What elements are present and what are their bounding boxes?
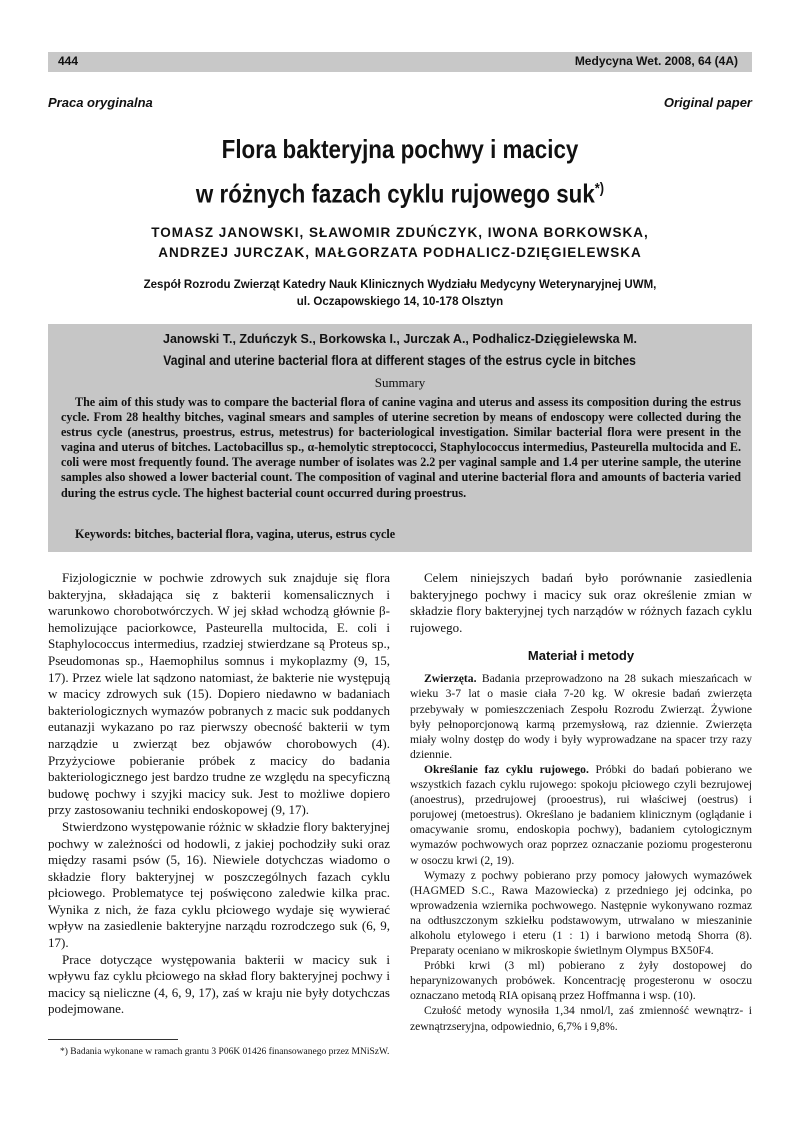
footnote: *) Badania wykonane w ramach grantu 3 P06K 01426 finansowanego przez MNiSzW. bbox=[60, 1047, 390, 1057]
summary-title-text: Vaginal and uterine bacterial flora at different stages of the estrus cycle in bitches bbox=[163, 353, 637, 368]
aim-paragraph: Celem niniejszych badań było porównanie zasiedlenia bakteryjnego pochwy i macicy suk oraz określenie zmian w składzie flory bakteryjnej tych narządów w różnych fazach cyklu rujowego. bbox=[410, 570, 752, 635]
english-summary-box bbox=[48, 324, 752, 552]
left-column bbox=[48, 570, 390, 1018]
summary-title bbox=[48, 353, 752, 368]
running-header-bar bbox=[48, 52, 752, 72]
animals-text: Badania przeprowadzono na 28 sukach mieszańcach w wieku 3-7 lat o masie ciała 7-20 kg. W okresie badań zwierzęta przebywały w pomieszczeniach Zespołu Rozrodu Zwierząt. Żywione były pełnoporcjonową karmą przemysłową, raz dziennie. Zwierzęta miały wolny dostęp do wody i były wyprowadzane na spacer trzy razy dziennie. bbox=[410, 672, 752, 761]
summary-heading: Summary bbox=[374, 375, 426, 390]
affiliation-line-1: Zespół Rozrodu Zwierząt Katedry Nauk Klinicznych Wydziału Medycyny Weterynaryjnej UWM, bbox=[143, 279, 657, 291]
section-heading-methods: Materiał i metody bbox=[527, 648, 635, 664]
title-line-2-text: w różnych fazach cyklu rujowego suk bbox=[195, 178, 595, 209]
affiliation-line-2: ul. Oczapowskiego 14, 10-178 Olsztyn bbox=[296, 296, 504, 308]
intro-paragraph-2: Stwierdzono występowanie różnic w składzie flory bakteryjnej pochwy w zależności od hodowli, z jakiej pochodziły suki oraz między rasami psów (5, 16). Niewiele dotychczas wiadomo o składzie flory bakteryjnej w poszczególnych fazach cyklu płciowego. Problematyce tej poświęcono zaledwie kilka prac. Wynika z nich, że faza cyklu płciowego wydaje się wywierać wpływ na zasiedlenie bakteryjne narządu rozrodczego suk (6, 9, 17). bbox=[48, 818, 390, 951]
article-type-label-english: Original paper bbox=[663, 95, 752, 110]
methods-sensitivity-paragraph: Czułość metody wynosiła 1,34 nmol/l, zaś zmienność wewnątrz- i zewnątrzseryjna, odpowiednio, 6,7% i 9,8%. bbox=[410, 1004, 752, 1033]
methods-blood-paragraph: Próbki krwi (3 ml) pobierano z żyły dostopowej do heparynizowanych probówek. Koncentrację progesteronu w osoczu oznaczano metodą RIA opisaną przez Hoffmanna i wsp. (10). bbox=[410, 959, 752, 1003]
article-title bbox=[108, 130, 693, 214]
methods-swabs-paragraph: Wymazy z pochwy pobierano przy pomocy jałowych wymazówek (HAGMED S.C., Rawa Mazowiecka) z przedniego jej odcinka, po wprowadzenia wziernika pochwowego. Następnie wykonywano rozmaz na odtłuszczonym szkiełku podstawowym, utrwalano w mieszaninie alkoholu etylowego i eteru (1 : 1) i barwiono metodą Shorra (8). Preparaty oceniano w mikroskopie świetlnym Olympus BX50F4. bbox=[410, 868, 752, 958]
affiliation bbox=[48, 277, 752, 311]
title-line-1: Flora bakteryjna pochwy i macicy bbox=[221, 134, 579, 164]
intro-paragraph-3: Prace dotyczące występowania bakterii w macicy suk i wpływu faz cyklu płciowego na skład flory bakteryjnej pochwy i macicy są nieliczne (4, 6, 9, 17), zaś w kraju nie były dotychczas podejmowane. bbox=[48, 951, 390, 1017]
page-number: 444 bbox=[58, 54, 79, 68]
keywords: Keywords: bitches, bacterial flora, vagina, uterus, estrus cycle bbox=[75, 527, 396, 541]
summary-authors: Janowski T., Zduńczyk S., Borkowska I., Jurczak A., Podhalicz-Dzięgielewska M. bbox=[163, 332, 637, 346]
authors-line-2: ANDRZEJ JURCZAK, MAŁGORZATA PODHALICZ-DZIĘGIELEWSKA bbox=[158, 245, 642, 260]
intro-paragraph-1: Fizjologicznie w pochwie zdrowych suk znajduje się flora bakteryjna, składająca się z bakterii komensalicznych i warunkowo chorobotwórczych. W jej skład wchodzą głównie β-hemolizujące paciorkowce, Pasteurella multocida, E. coli i Staphylococcus intermedius, rzadziej stwierdzane są Proteus sp., Pseudomonas sp., Haemophilus somnus i mykoplazmy (9, 15, 17). Przez wiele lat sądzono natomiast, że bakterie nie występują w macicy zdrowych suk (15). Dopiero niedawno w badaniach bakteriologicznych wymazów pobranych z macic suk poddanych eutanazji wykazano po raz pierwszy obecność bakterii w tym narządzie u zwierząt bez objawów chorobowych (4). Przyżyciowe pobieranie próbek z macicy do badania bakteriologicznego jest bardzo trudne ze względu na specyficzną budowę pochwy i szyjki macicy suk. Jest to możliwe dopiero przy zastosowaniu techniki endoskopowej (9, 17). bbox=[48, 570, 390, 818]
summary-abstract: The aim of this study was to compare the bacterial flora of canine vagina and uterus and assess its composition during the estrus cycle. From 28 healthy bitches, vaginal smears and samples of uterine secretion by means of endoscopy were collected during the estrus cycle (anestrus, proestrus, estrus, metestrus) for bacteriological investigation. Similar bacterial flora were present in the vagina and uterus of bitches. Lactobacillus sp., α-hemolytic streptococci, Staphylococcus intermedius, Pasteurella multocida and E. coli were most frequently found. The average number of isolates was 2.2 per vaginal sample and 1.4 per uterine sample, the uterine samples also showed a lower bacterial count. The composition of vaginal and uterine bacterial flora and amounts of bacteria varied during the estrus cycle. The highest bacterial count occurred during proestrus. bbox=[61, 395, 741, 500]
title-footnote-marker: *) bbox=[594, 180, 605, 197]
title-line-2 bbox=[108, 169, 693, 214]
authors-line-1: TOMASZ JANOWSKI, SŁAWOMIR ZDUŃCZYK, IWONA BORKOWSKA, bbox=[151, 225, 649, 240]
footnote-divider bbox=[48, 1039, 178, 1040]
author-list bbox=[48, 223, 752, 263]
animals-run-in-heading: Zwierzęta. bbox=[424, 672, 477, 686]
phases-text: Próbki do badań pobierano we wszystkich fazach cyklu rujowego: spokoju płciowego czyli bezrujowej (anoestrus), przedrujowej (prooestrus), rui właściwej (oestrus) i porujowej (metoestrus). Określano je badaniem klinicznym (oglądanie i omacywanie sromu, endoskopia pochwy), badaniem cytologicznym wymazów pochwowych oraz poprzez oznaczanie poziomu progesteronu w osoczu krwi (2, 19). bbox=[410, 762, 752, 867]
right-column bbox=[410, 570, 752, 1034]
journal-reference: Medycyna Wet. 2008, 64 (4A) bbox=[574, 54, 738, 68]
methods-animals-paragraph bbox=[410, 671, 752, 762]
article-type-label-polish: Praca oryginalna bbox=[48, 95, 153, 110]
methods-phases-paragraph bbox=[410, 762, 752, 868]
phases-run-in-heading: Określanie faz cyklu rujowego. bbox=[424, 762, 589, 776]
